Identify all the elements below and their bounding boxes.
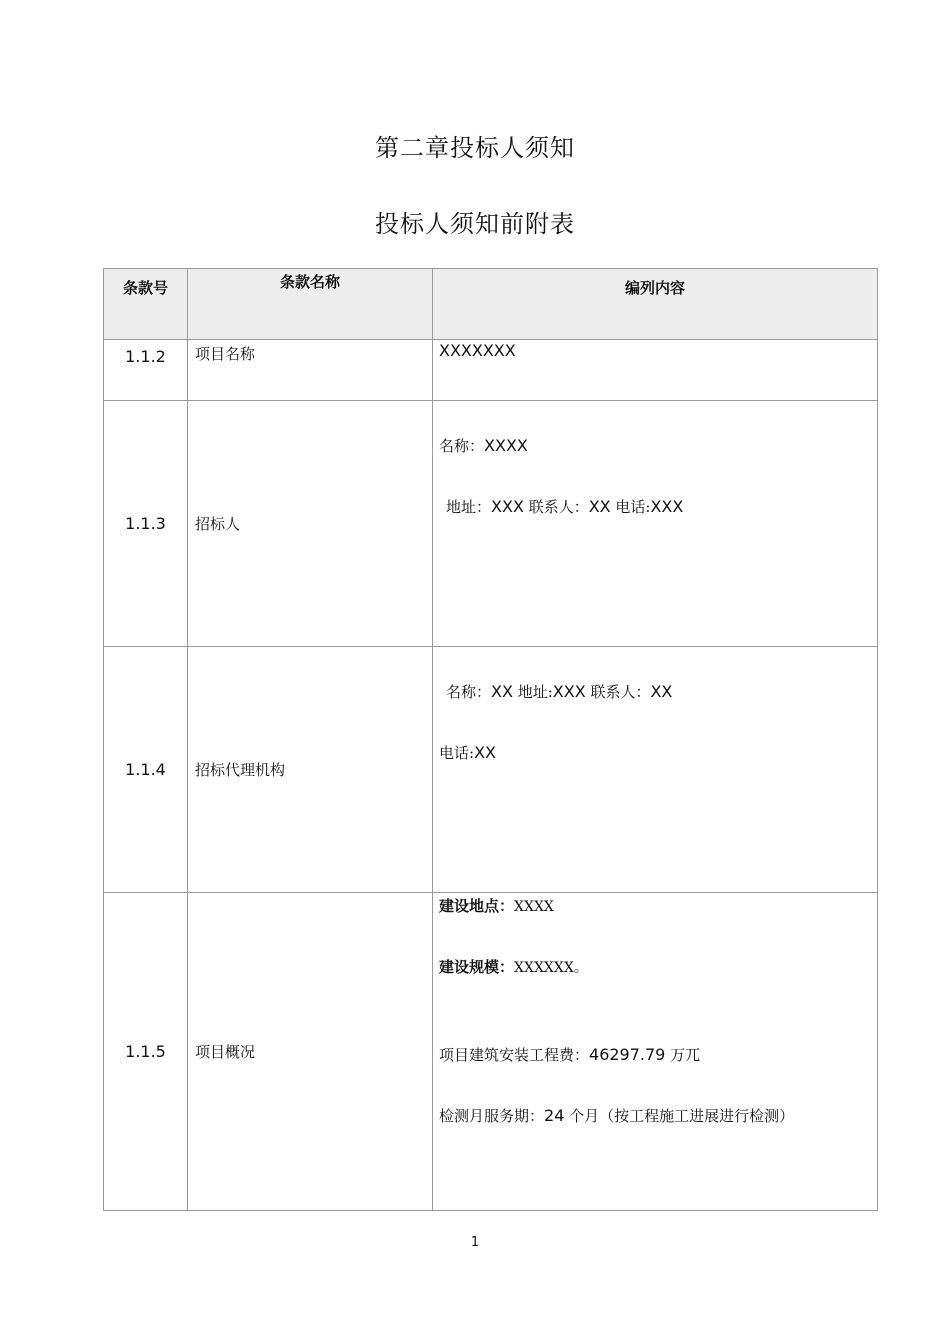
tenderer-address-line xyxy=(439,496,877,517)
scale-value: XXXXXX。 xyxy=(514,960,588,976)
table-row xyxy=(104,340,878,401)
scale-line xyxy=(439,956,877,977)
tenderer-contact-value: XX xyxy=(588,497,611,516)
agency-phone-label: 电话: xyxy=(439,744,475,762)
header-clause-name: 条款名称 xyxy=(188,269,433,340)
clause-number: 1.1.2 xyxy=(104,340,188,401)
tenderer-contact-label: 联系人： xyxy=(528,498,589,516)
header-clause-no: 条款号 xyxy=(104,269,188,340)
clause-name: 招标代理机构 xyxy=(188,647,433,893)
period-value: 24 xyxy=(544,1106,565,1125)
tenderer-phone-value: XXX xyxy=(650,497,684,516)
cost-line xyxy=(439,1044,877,1065)
clause-number: 1.1.5 xyxy=(104,893,188,1211)
clause-name: 招标人 xyxy=(188,401,433,647)
agency-info-line xyxy=(439,681,877,702)
agency-contact-value: XX xyxy=(650,682,673,701)
tenderer-name-label: 名称： xyxy=(439,437,485,455)
period-line xyxy=(439,1105,877,1126)
header-content: 编列内容 xyxy=(433,269,878,340)
tenderer-name-value: XXXX xyxy=(484,436,528,455)
site-value: XXXX xyxy=(514,899,554,915)
table-header-row xyxy=(104,269,878,340)
clause-number: 1.1.4 xyxy=(104,647,188,893)
agency-address-value: XXX xyxy=(552,682,586,701)
agency-phone-value: XX xyxy=(474,743,496,762)
project-name-value: XXXXXXX xyxy=(439,341,516,360)
table-row xyxy=(104,647,878,893)
tenderer-phone-label: 电话: xyxy=(615,498,651,516)
site-label: 建设地点： xyxy=(439,897,515,915)
chapter-title: 第二章投标人须知 xyxy=(375,134,575,162)
agency-name-value: XX xyxy=(491,682,513,701)
clause-name: 项目名称 xyxy=(188,340,433,401)
agency-phone-line xyxy=(439,742,877,763)
clause-number: 1.1.3 xyxy=(104,401,188,647)
bidder-instructions-table xyxy=(103,268,878,1211)
agency-address-label: 地址: xyxy=(517,683,553,701)
period-label: 检测月服务期： xyxy=(439,1107,545,1125)
tenderer-address-label: 地址： xyxy=(446,498,492,516)
page-number: 1 xyxy=(470,1235,480,1250)
agency-contact-label: 联系人： xyxy=(590,683,651,701)
agency-name-label: 名称： xyxy=(446,683,492,701)
cost-label: 项目建筑安装工程费： xyxy=(439,1046,590,1064)
tenderer-address-value: XXX xyxy=(491,497,524,516)
cost-value: 46297.79 xyxy=(589,1045,666,1064)
cost-unit: 万兀 xyxy=(670,1046,701,1064)
table-title: 投标人须知前附表 xyxy=(375,210,575,238)
scale-label: 建设规模： xyxy=(439,958,515,976)
site-line xyxy=(439,895,877,916)
clause-name: 项目概况 xyxy=(188,893,433,1211)
period-unit: 个月（按工程施工进展进行检测） xyxy=(569,1107,795,1125)
table-row xyxy=(104,401,878,647)
tenderer-name-line xyxy=(439,435,877,456)
table-row xyxy=(104,893,878,1211)
